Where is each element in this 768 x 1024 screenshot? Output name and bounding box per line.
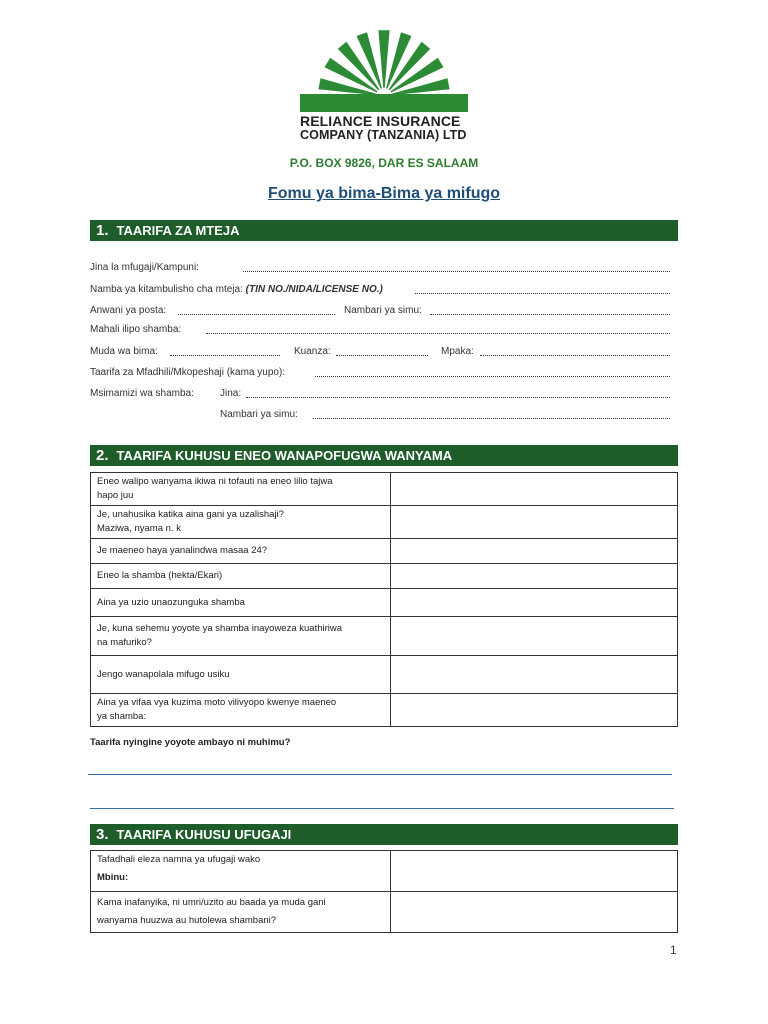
question-text: na mafuriko?	[97, 637, 152, 648]
insurance-period-label: Muda wa bima:	[90, 346, 158, 357]
answer-cell[interactable]	[391, 617, 678, 656]
company-name-line2: COMPANY (TANZANIA) LTD	[300, 128, 467, 142]
table-row	[91, 851, 678, 892]
answer-cell[interactable]	[391, 851, 678, 892]
question-text: Kama inafanyika, ni umri/uzito au baada ya muda gani	[97, 897, 326, 908]
company-name-line1: RELIANCE INSURANCE	[300, 113, 461, 129]
extra-info-line-2[interactable]	[90, 808, 674, 809]
id-number-hint: (TIN NO./NIDA/LICENSE NO.)	[245, 284, 383, 295]
phone-label: Nambari ya simu:	[344, 305, 422, 316]
company-address: P.O. BOX 9826, DAR ES SALAAM	[289, 156, 479, 170]
table-row	[91, 564, 678, 589]
owner-name-label: Jina la mfugaji/Kampuni:	[90, 262, 199, 273]
table-row	[91, 892, 678, 933]
question-cell	[91, 539, 391, 564]
question-cell	[91, 617, 391, 656]
question-text: Je, unahusika katika aina gani ya uzalishaji?	[97, 509, 284, 520]
from-label: Kuanza:	[294, 346, 331, 357]
farm-location-field[interactable]	[206, 333, 670, 334]
farm-location-label: Mahali ilipo shamba:	[90, 324, 182, 335]
table-row	[91, 656, 678, 694]
postal-address-field[interactable]	[178, 314, 335, 315]
manager-phone-field[interactable]	[313, 418, 670, 419]
postal-address-label: Anwani ya posta:	[90, 305, 167, 316]
form-title: Fomu ya bima-Bima ya mifugo	[267, 185, 501, 202]
answer-cell[interactable]	[391, 539, 678, 564]
section-2-header	[90, 445, 678, 466]
question-text: Tafadhali eleza namna ya ufugaji wako	[97, 854, 261, 865]
answer-cell[interactable]	[391, 506, 678, 539]
manager-phone-label: Nambari ya simu:	[220, 409, 298, 420]
extra-info-question: Taarifa nyingine yoyote ambayo ni muhimu?	[90, 737, 291, 748]
sponsor-field[interactable]	[315, 376, 670, 377]
farming-method-table	[90, 850, 678, 933]
question-text: Eneo walipo wanyama ikiwa ni tofauti na eneo lilio tajwa	[97, 476, 333, 487]
section-title: TAARIFA KUHUSU UFUGAJI	[116, 827, 292, 842]
page-number: 1	[670, 943, 677, 957]
owner-name-field[interactable]	[243, 271, 670, 272]
question-text: Eneo la shamba (hekta/Ekari)	[97, 570, 223, 581]
answer-cell[interactable]	[391, 656, 678, 694]
insurance-period-field[interactable]	[170, 355, 280, 356]
manager-name-field[interactable]	[246, 397, 670, 398]
question-text: Maziwa, nyama n. k	[97, 523, 181, 534]
question-text: Jengo wanapolala mifugo usiku	[97, 668, 230, 680]
question-text: hapo juu	[97, 490, 134, 501]
section-number: 3.	[96, 826, 109, 843]
question-text: Aina ya uzio unaozunguka shamba	[97, 596, 245, 608]
question-text: Je maeneo haya yanalindwa masaa 24?	[97, 545, 268, 556]
logo-ray	[378, 30, 389, 88]
section-1-header	[90, 220, 678, 241]
question-cell	[91, 506, 391, 539]
sunburst-logo-icon	[300, 28, 468, 114]
to-date-field[interactable]	[480, 355, 670, 356]
farm-manager-label: Msimamizi wa shamba:	[90, 388, 194, 399]
section-number: 1.	[96, 222, 109, 239]
id-number-label-text: Namba ya kitambulisho cha mteja:	[90, 284, 243, 295]
section-title: TAARIFA KUHUSU ENEO WANAPOFUGWA WANYAMA	[116, 448, 453, 463]
question-cell	[91, 564, 391, 589]
question-cell	[91, 851, 391, 892]
question-text: wanyama huuzwa au hutolewa shambani?	[97, 915, 277, 926]
question-text: ya shamba:	[97, 711, 147, 722]
question-cell	[91, 473, 391, 506]
farm-area-table	[90, 472, 678, 727]
answer-cell[interactable]	[391, 564, 678, 589]
table-row	[91, 506, 678, 539]
question-cell	[91, 589, 391, 617]
phone-field[interactable]	[430, 314, 670, 315]
question-text: Je, kuna sehemu yoyote ya shamba inayoweza kuathiriwa	[97, 623, 343, 634]
answer-cell[interactable]	[391, 892, 678, 933]
sponsor-label: Taarifa za Mfadhili/Mkopeshaji (kama yupo):	[90, 367, 286, 378]
question-cell	[91, 656, 391, 694]
table-row	[91, 539, 678, 564]
to-label: Mpaka:	[441, 346, 474, 357]
question-cell	[91, 694, 391, 727]
question-cell	[91, 892, 391, 933]
answer-cell[interactable]	[391, 473, 678, 506]
method-label: Mbinu:	[97, 872, 129, 883]
table-row	[91, 589, 678, 617]
question-text: Aina ya vifaa vya kuzima moto vilivyopo kwenye maeneo	[97, 697, 337, 708]
table-row	[91, 694, 678, 727]
answer-cell[interactable]	[391, 589, 678, 617]
answer-cell[interactable]	[391, 694, 678, 727]
extra-info-line-1[interactable]	[88, 774, 672, 775]
id-number-label	[90, 284, 383, 295]
id-number-field[interactable]	[415, 293, 670, 294]
section-number: 2.	[96, 447, 109, 464]
section-3-header	[90, 824, 678, 845]
manager-name-label: Jina:	[220, 388, 242, 399]
table-row	[91, 473, 678, 506]
table-row	[91, 617, 678, 656]
from-date-field[interactable]	[336, 355, 428, 356]
section-title: TAARIFA ZA MTEJA	[116, 223, 240, 238]
